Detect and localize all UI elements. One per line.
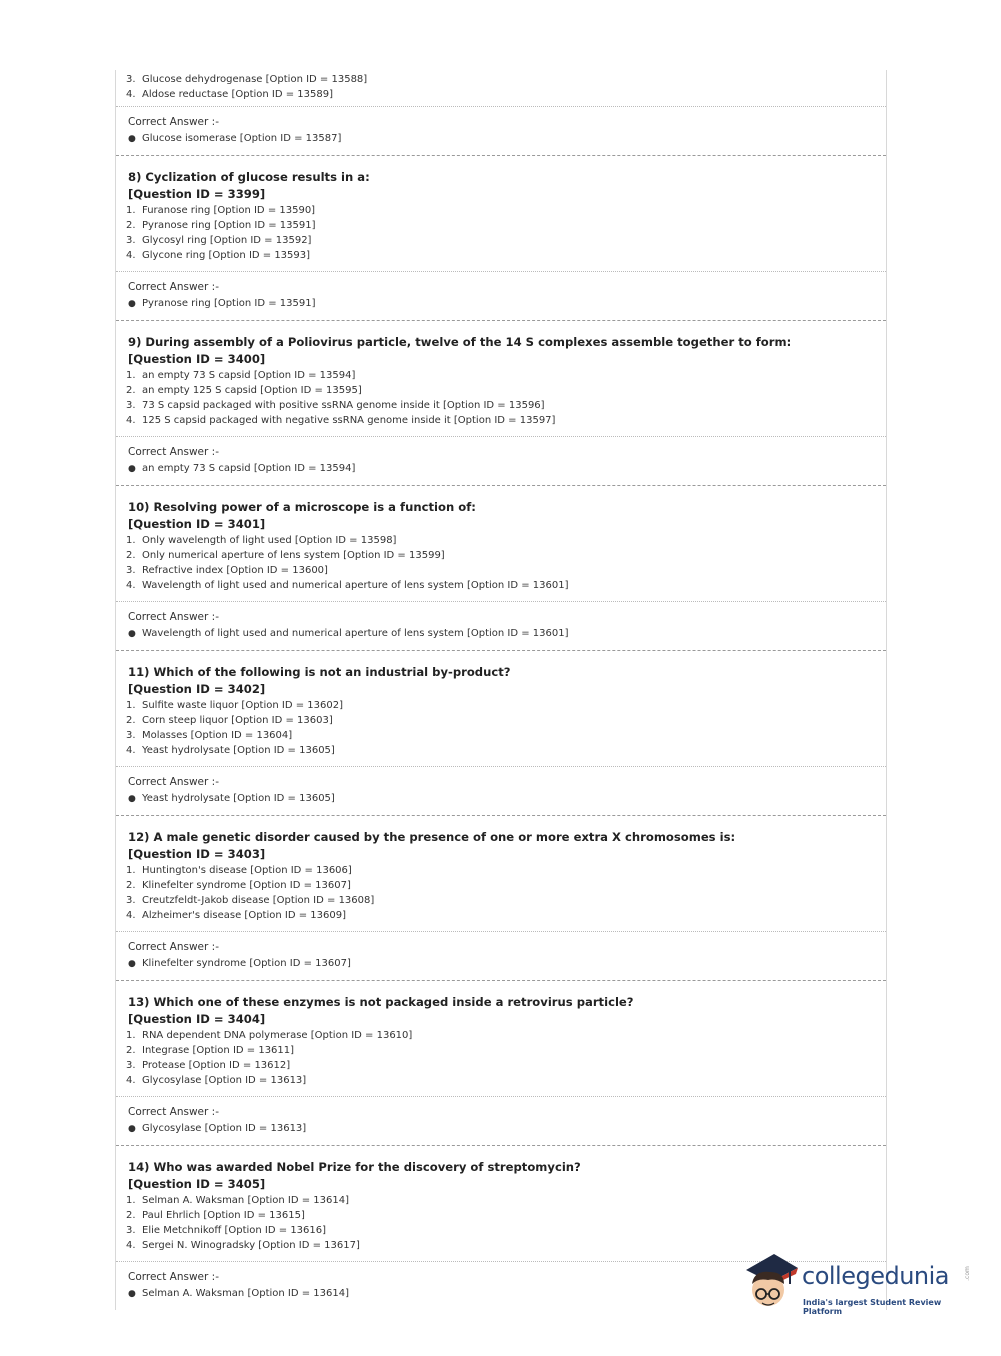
question-title: 8) Cyclization of glucose results in a: <box>128 170 370 184</box>
correct-answer-block <box>116 766 886 815</box>
option-item: 1. RNA dependent DNA polymerase [Option ID = 13610] <box>126 1030 413 1041</box>
option-item: 3. 73 S capsid packaged with positive ssRNA genome inside it [Option ID = 13596] <box>126 400 545 411</box>
option-item: 3. Creutzfeldt-Jakob disease [Option ID = 13608] <box>126 895 375 906</box>
question-block <box>116 485 886 601</box>
collegedunia-logo[interactable] <box>740 1250 970 1320</box>
logo-wordmark: collegedunia <box>802 1262 950 1290</box>
question-block <box>116 1145 886 1261</box>
logo-tagline: India's largest Student Review Platform <box>803 1298 942 1316</box>
option-item: 2. Klinefelter syndrome [Option ID = 13607] <box>126 880 351 891</box>
option-item: 1. Sulfite waste liquor [Option ID = 13602] <box>126 700 343 711</box>
correct-answer: ● Klinefelter syndrome [Option ID = 13607] <box>128 956 886 972</box>
question-id: [Question ID = 3402] <box>128 682 266 696</box>
question-block <box>116 320 886 436</box>
option-list <box>116 1028 886 1088</box>
question-block <box>116 980 886 1096</box>
correct-answer-label: Correct Answer :- <box>128 611 219 623</box>
correct-answer-block <box>116 1096 886 1145</box>
bullet-icon: ● <box>128 299 136 309</box>
logo-domain-suffix: .com <box>963 1266 971 1281</box>
option-item: 4. Sergei N. Winogradsky [Option ID = 13617] <box>126 1240 360 1251</box>
option-list <box>116 368 886 428</box>
option-list <box>116 533 886 593</box>
question-id: [Question ID = 3399] <box>128 187 266 201</box>
correct-answer: ● Glucose isomerase [Option ID = 13587] <box>128 131 886 147</box>
option-item: 2. an empty 125 S capsid [Option ID = 13595] <box>126 385 362 396</box>
correct-answer-label: Correct Answer :- <box>128 116 219 128</box>
option-item: 4. Glycosylase [Option ID = 13613] <box>126 1075 307 1086</box>
option-item: 3. Elie Metchnikoff [Option ID = 13616] <box>126 1225 327 1236</box>
question-title: 14) Who was awarded Nobel Prize for the discovery of streptomycin? <box>128 1160 581 1174</box>
option-item: 4. Wavelength of light used and numerical aperture of lens system [Option ID = 13601] <box>126 580 569 591</box>
option-item: 2. Paul Ehrlich [Option ID = 13615] <box>126 1210 305 1221</box>
correct-answer: ● an empty 73 S capsid [Option ID = 13594] <box>128 461 886 477</box>
question-title: 13) Which one of these enzymes is not packaged inside a retrovirus particle? <box>128 995 634 1009</box>
option-item: 4. 125 S capsid packaged with negative ssRNA genome inside it [Option ID = 13597] <box>126 415 556 426</box>
option-list <box>116 698 886 758</box>
option-list <box>116 203 886 263</box>
question-block <box>116 155 886 271</box>
question-id: [Question ID = 3404] <box>128 1012 266 1026</box>
option-item: 2. Pyranose ring [Option ID = 13591] <box>126 220 316 231</box>
option-item: 3. Molasses [Option ID = 13604] <box>126 730 293 741</box>
option-list <box>116 863 886 923</box>
question-title: 9) During assembly of a Poliovirus particle, twelve of the 14 S complexes assemble together to form: <box>128 335 792 349</box>
option-list <box>116 1193 886 1253</box>
question-block <box>116 815 886 931</box>
correct-answer-block <box>116 106 886 155</box>
option-item: 1. an empty 73 S capsid [Option ID = 13594] <box>126 370 356 381</box>
option-item: 2. Only numerical aperture of lens system [Option ID = 13599] <box>126 550 445 561</box>
correct-answer-label: Correct Answer :- <box>128 1271 219 1283</box>
correct-answer-label: Correct Answer :- <box>128 776 219 788</box>
option-item: 1. Only wavelength of light used [Option ID = 13598] <box>126 535 397 546</box>
question-paper <box>115 70 887 1310</box>
bullet-icon: ● <box>128 959 136 969</box>
option-item: 4. Yeast hydrolysate [Option ID = 13605] <box>126 745 335 756</box>
option-list <box>116 72 886 102</box>
question-title: 11) Which of the following is not an industrial by-product? <box>128 665 511 679</box>
option-item: 3. Glycosyl ring [Option ID = 13592] <box>126 235 312 246</box>
correct-answer: ● Selman A. Waksman [Option ID = 13614] <box>128 1286 886 1302</box>
option-item: 4. Glycone ring [Option ID = 13593] <box>126 250 311 261</box>
question-id: [Question ID = 3400] <box>128 352 266 366</box>
correct-answer-label: Correct Answer :- <box>128 941 219 953</box>
correct-answer-label: Correct Answer :- <box>128 281 219 293</box>
correct-answer-label: Correct Answer :- <box>128 446 219 458</box>
correct-answer: ● Pyranose ring [Option ID = 13591] <box>128 296 886 312</box>
correct-answer-block <box>116 601 886 650</box>
question-id: [Question ID = 3405] <box>128 1177 266 1191</box>
option-item: 1. Huntington's disease [Option ID = 13606] <box>126 865 352 876</box>
bullet-icon: ● <box>128 629 136 639</box>
option-item: 3. Protease [Option ID = 13612] <box>126 1060 291 1071</box>
option-item: 3. Glucose dehydrogenase [Option ID = 13588] <box>126 74 368 85</box>
option-item: 4. Alzheimer's disease [Option ID = 13609] <box>126 910 346 921</box>
partial-question <box>116 70 886 106</box>
question-id: [Question ID = 3401] <box>128 517 266 531</box>
question-id: [Question ID = 3403] <box>128 847 266 861</box>
correct-answer: ● Yeast hydrolysate [Option ID = 13605] <box>128 791 886 807</box>
bullet-icon: ● <box>128 1289 136 1299</box>
option-item: 3. Refractive index [Option ID = 13600] <box>126 565 328 576</box>
correct-answer: ● Glycosylase [Option ID = 13613] <box>128 1121 886 1137</box>
option-item: 1. Selman A. Waksman [Option ID = 13614] <box>126 1195 350 1206</box>
bullet-icon: ● <box>128 794 136 804</box>
option-item: 2. Integrase [Option ID = 13611] <box>126 1045 295 1056</box>
correct-answer-block <box>116 271 886 320</box>
option-item: 1. Furanose ring [Option ID = 13590] <box>126 205 316 216</box>
correct-answer-block <box>116 436 886 485</box>
option-item: 2. Corn steep liquor [Option ID = 13603] <box>126 715 333 726</box>
bullet-icon: ● <box>128 134 136 144</box>
question-title: 12) A male genetic disorder caused by the presence of one or more extra X chromosomes is: <box>128 830 736 844</box>
option-item: 4. Aldose reductase [Option ID = 13589] <box>126 89 333 100</box>
correct-answer: ● Wavelength of light used and numerical aperture of lens system [Option ID = 13601] <box>128 626 886 642</box>
correct-answer-block <box>116 931 886 980</box>
question-title: 10) Resolving power of a microscope is a function of: <box>128 500 476 514</box>
correct-answer-label: Correct Answer :- <box>128 1106 219 1118</box>
bullet-icon: ● <box>128 1124 136 1134</box>
question-block <box>116 650 886 766</box>
graduate-mascot-icon <box>740 1250 800 1312</box>
bullet-icon: ● <box>128 464 136 474</box>
